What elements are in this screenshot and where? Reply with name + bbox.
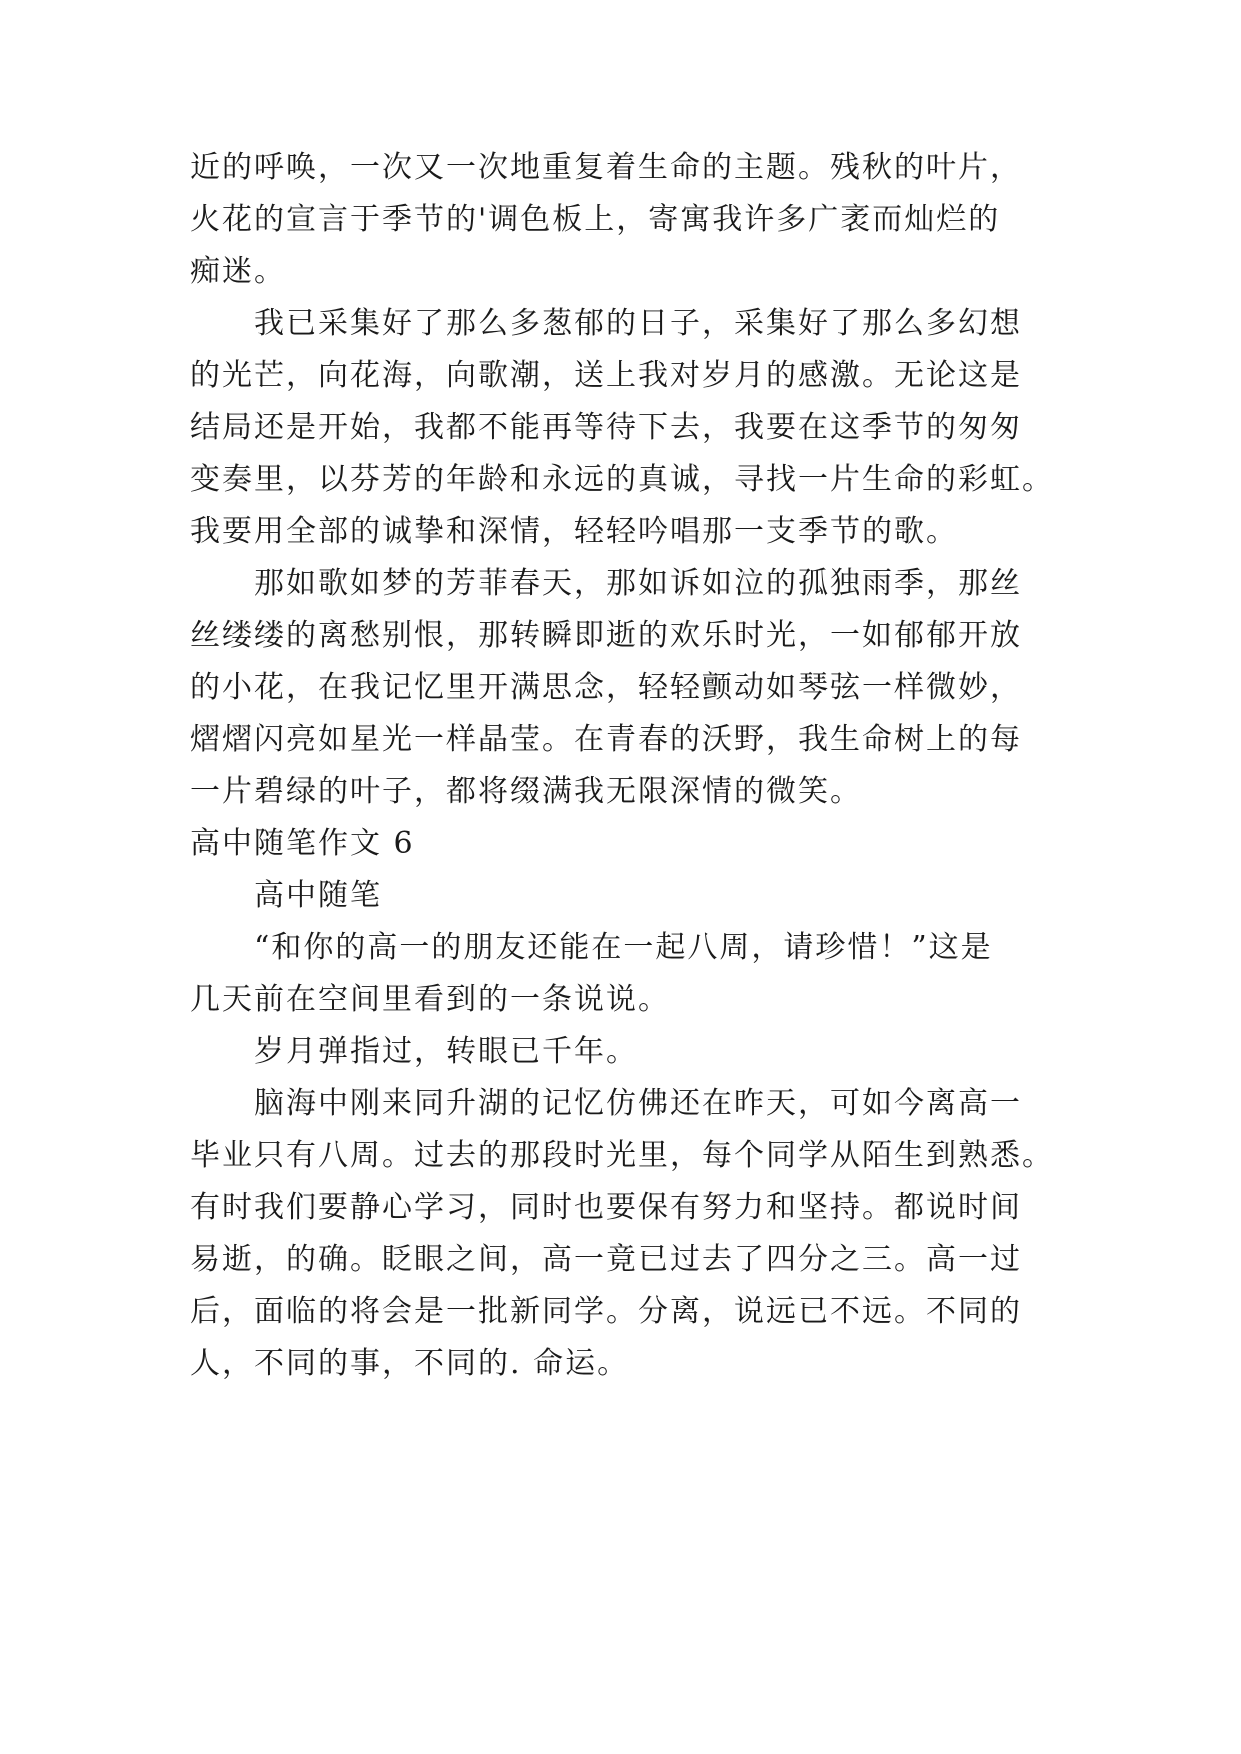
- text-line: 毕业只有八周。过去的那段时光里，每个同学从陌生到熟悉。: [190, 1138, 1054, 1173]
- text-line: 的光芒，向花海，向歌潮，送上我对岁月的感激。无论这是: [190, 358, 1022, 393]
- text-line: 近的呼唤，一次又一次地重复着生命的主题。残秋的叶片，: [190, 150, 1022, 185]
- essay-title: 高中随笔: [254, 878, 382, 913]
- text-line: 后，面临的将会是一批新同学。分离，说远已不远。不同的: [190, 1294, 1022, 1329]
- text-line: 那如歌如梦的芳菲春天，那如诉如泣的孤独雨季，那丝: [254, 566, 1022, 601]
- text-line: 结局还是开始，我都不能再等待下去，我要在这季节的匆匆: [190, 410, 1022, 445]
- text-line: 火花的宣言于季节的'调色板上，寄寓我许多广袤而灿烂的: [190, 202, 1001, 237]
- text-line: 熠熠闪亮如星光一样晶莹。在青春的沃野，我生命树上的每: [190, 722, 1022, 757]
- text-line: 一片碧绿的叶子，都将缀满我无限深情的微笑。: [190, 774, 862, 809]
- section-heading: 高中随笔作文 6: [190, 826, 415, 861]
- text-line: 痴迷。: [190, 254, 286, 289]
- text-line: 丝缕缕的离愁别恨，那转瞬即逝的欢乐时光，一如郁郁开放: [190, 618, 1022, 653]
- text-line: 有时我们要静心学习，同时也要保有努力和坚持。都说时间: [190, 1190, 1022, 1225]
- text-line: 脑海中刚来同升湖的记忆仿佛还在昨天，可如今离高一: [254, 1086, 1022, 1121]
- text-line: 易逝，的确。眨眼之间，高一竟已过去了四分之三。高一过: [190, 1242, 1022, 1277]
- text-line: 岁月弹指过，转眼已千年。: [254, 1034, 638, 1069]
- text-line: 的小花，在我记忆里开满思念，轻轻颤动如琴弦一样微妙，: [190, 670, 1022, 705]
- text-line: 人，不同的事，不同的. 命运。: [190, 1346, 630, 1381]
- text-line: 我已采集好了那么多葱郁的日子，采集好了那么多幻想: [254, 306, 1022, 341]
- text-line: 几天前在空间里看到的一条说说。: [190, 982, 670, 1017]
- text-line: 我要用全部的诚挚和深情，轻轻吟唱那一支季节的歌。: [190, 514, 958, 549]
- text-line: “和你的高一的朋友还能在一起八周，请珍惜！”这是: [254, 930, 993, 965]
- text-line: 变奏里，以芬芳的年龄和永远的真诚，寻找一片生命的彩虹。: [190, 462, 1054, 497]
